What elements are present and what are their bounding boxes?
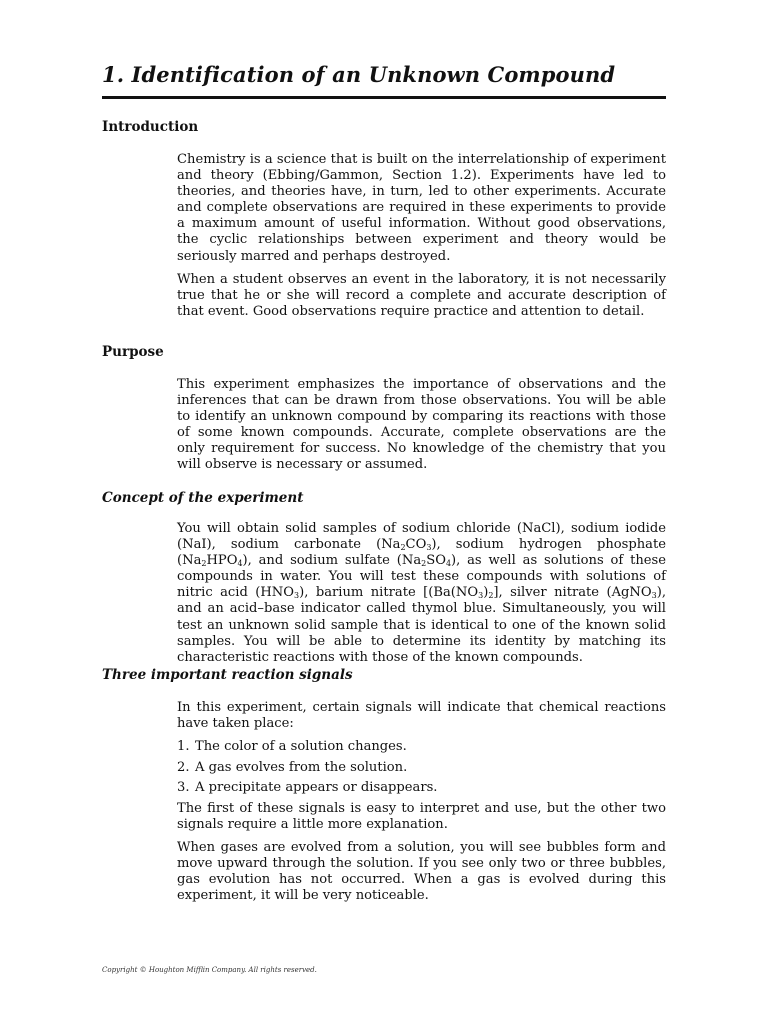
signals-paragraph-3: When gases are evolved from a solution, you will see bubbles form and move upward through the solution. If you see only two or three bubbles, gas evolution has not occurred. When a gas is evolved during this experiment, it will be very noticeable. xyxy=(177,840,666,904)
purpose-paragraph-1: This experiment emphasizes the importance of observations and the inferences that can be drawn from those observations. You will be able to identify an unknown compound by comparing its reactions with those of some known compounds. Accurate, complete observations are the only requirement for success. No knowledge of the chemistry that you will observe is necessary or assumed. xyxy=(177,377,666,473)
concept-body xyxy=(177,521,666,673)
concept-text-1: You will obtain solid samples of sodium chloride (NaCl), sodium iodide (NaI), sodium carbonate (Na xyxy=(177,521,666,553)
signals-list xyxy=(177,739,666,796)
list-item-number: 3. xyxy=(177,780,190,796)
list-item-number: 1. xyxy=(177,739,190,755)
list-item-text: A precipitate appears or disappears. xyxy=(195,780,438,796)
copyright-notice: Copyright © Houghton Mifflin Company. All rights reserved. xyxy=(102,966,317,974)
subscript: 2 xyxy=(488,591,494,601)
concept-text-2: CO xyxy=(405,537,427,553)
concept-text-4: HPO xyxy=(206,553,238,569)
purpose-heading: Purpose xyxy=(102,344,164,360)
signals-heading: Three important reaction signals xyxy=(102,667,353,683)
introduction-heading: Introduction xyxy=(102,119,199,135)
chapter-title: 1. Identification of an Unknown Compound xyxy=(102,62,616,87)
concept-text-11: ), and an acid–base indicator called thymol blue. Simultaneously, you will test an unknown solid sample that is identical to one of the known solid samples. You will be able to determine its identity by matching its characteristic reactions with those of the known compounds. xyxy=(177,585,666,665)
list-item xyxy=(177,760,666,776)
concept-text-8: ), barium nitrate [(Ba(NO xyxy=(299,585,479,601)
subscript: 3 xyxy=(294,591,300,601)
concept-paragraph-1 xyxy=(177,521,666,666)
subscript: 3 xyxy=(651,591,657,601)
concept-text-3: ), sodium hydrogen phosphate (Na xyxy=(177,537,666,569)
subscript: 2 xyxy=(400,543,406,553)
list-item xyxy=(177,739,666,755)
list-item xyxy=(177,780,666,796)
concept-text-6: SO xyxy=(426,553,446,569)
introduction-body xyxy=(177,152,666,327)
subscript: 3 xyxy=(426,543,432,553)
list-item-text: The color of a solution changes. xyxy=(195,739,407,755)
signals-paragraph-2: The first of these signals is easy to interpret and use, but the other two signals require a little more explanation. xyxy=(177,800,666,833)
signals-intro: In this experiment, certain signals will indicate that chemical reactions have taken place: xyxy=(177,700,666,732)
concept-text-10: ], silver nitrate (AgNO xyxy=(493,585,652,601)
introduction-paragraph-1: Chemistry is a science that is built on the interrelationship of experiment and theory (Ebbing/Gammon, Section 1.2). Experiments have led to theories, and theories have, in turn, led to other experiments. Accurate and complete observations are required in these experiments to provide a maximum amount of useful information. Without good observations, the cyclic relationships between experiment and theory would be seriously marred and perhaps destroyed. xyxy=(177,152,666,264)
list-item-number: 2. xyxy=(177,759,190,775)
subscript: 2 xyxy=(201,559,207,569)
title-rule xyxy=(102,96,666,99)
subscript: 3 xyxy=(478,591,484,601)
purpose-body xyxy=(177,377,666,481)
subscript: 4 xyxy=(445,559,452,569)
subscript: 4 xyxy=(237,559,243,569)
concept-text-7: ), as well as solutions of these compounds in water. You will test these compounds with solutions of nitric acid (HNO xyxy=(177,553,666,601)
concept-heading: Concept of the experiment xyxy=(102,490,304,506)
concept-text-5: ), and sodium sulfate (Na xyxy=(242,553,422,569)
introduction-paragraph-2: When a student observes an event in the laboratory, it is not necessarily true that he or she will record a complete and accurate description of that event. Good observations require practice and attention to detail. xyxy=(177,271,666,319)
concept-text-9: ) xyxy=(483,585,489,601)
subscript: 2 xyxy=(421,559,427,569)
signals-body xyxy=(177,700,666,912)
list-item-text: A gas evolves from the solution. xyxy=(195,759,408,775)
